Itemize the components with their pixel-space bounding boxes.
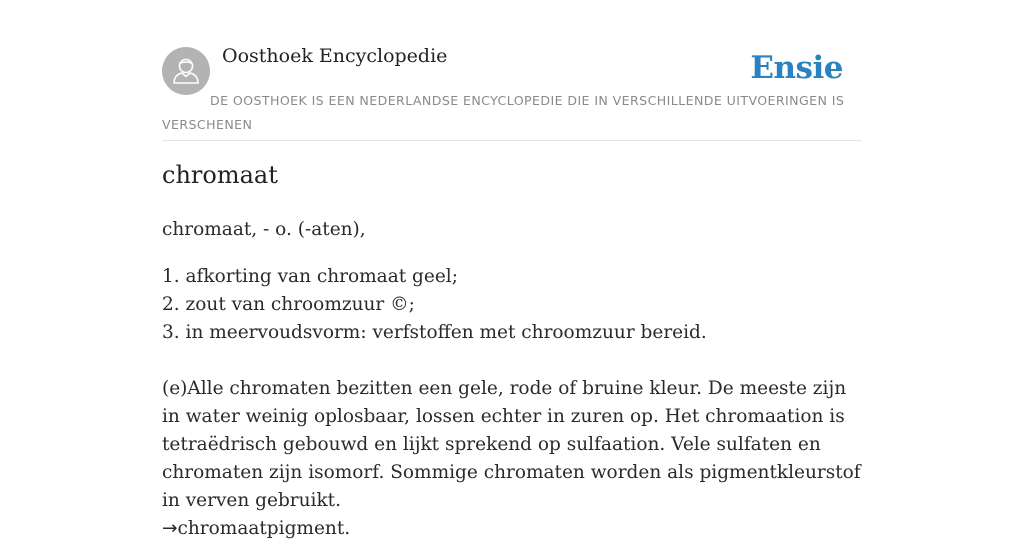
see-also-link[interactable]: chromaatpigment.	[177, 518, 351, 539]
content-container	[162, 0, 862, 539]
source-title-link[interactable]: Oosthoek Encyclopedie	[222, 45, 448, 67]
source-header	[162, 0, 862, 141]
source-description: DE OOSTHOEK IS EEN NEDERLANDSE ENCYCLOPEDIE DIE IN VERSCHILLENDE UITVOERINGEN IS VERSCHENEN	[162, 93, 845, 132]
definition-item: 1. afkorting van chromaat geel;	[162, 266, 458, 287]
article-title: chromaat	[162, 161, 278, 189]
headword-line: chromaat, - o. (-aten),	[162, 219, 366, 240]
article-paragraph	[162, 375, 864, 543]
brand-logo-link[interactable]: Ensie	[750, 50, 843, 86]
definition-item: 3. in meervoudsvorm: verfstoffen met chroomzuur bereid.	[162, 322, 707, 343]
definition-item: 2. zout van chroomzuur ©;	[162, 294, 415, 315]
paragraph-text: (e)Alle chromaten bezitten een gele, rode of bruine kleur. De meeste zijn in water weinig oplosbaar, lossen echter in zuren op. Het chromaation is tetraëdrisch gebouwd en lijkt sprekend op sulfaation. Vele sulfaten en chromaten zijn isomorf. Sommige chromaten worden als pigmentkleurstof in verven gebruikt.	[162, 378, 861, 511]
see-also-arrow-icon: →	[162, 518, 178, 539]
definition-list	[162, 263, 707, 347]
user-avatar-icon[interactable]	[162, 47, 210, 95]
